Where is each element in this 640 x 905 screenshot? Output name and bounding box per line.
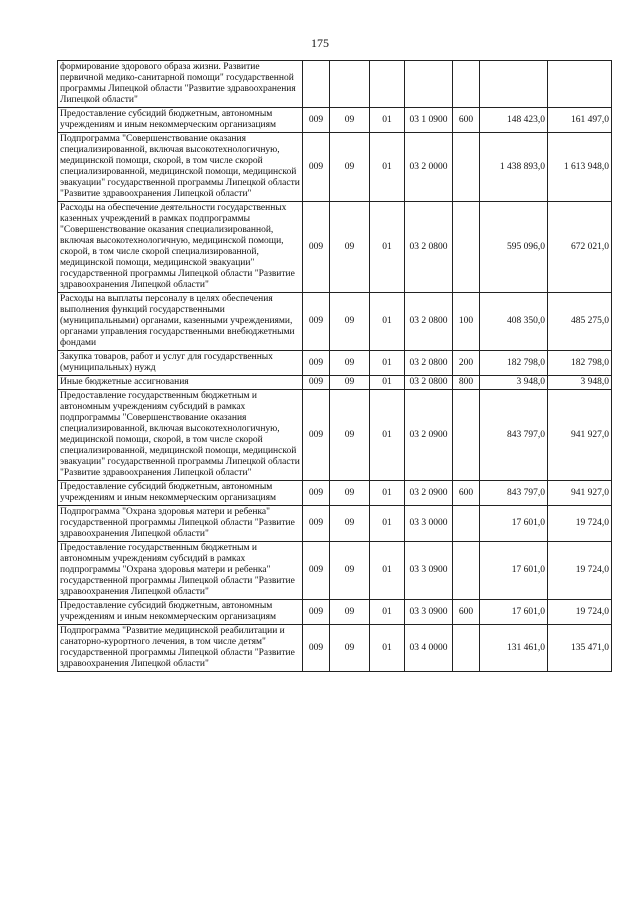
- row-name: Предоставление субсидий бюджетным, автономным учреждениям и иным некоммерческим организациям: [58, 481, 303, 506]
- section-code: 09: [330, 133, 370, 202]
- amount-second-year: 485 275,0: [548, 293, 612, 351]
- ministry-code: 009: [303, 600, 330, 625]
- expense-type-code: 600: [453, 481, 480, 506]
- subsection-code: 01: [370, 600, 405, 625]
- table-row: [58, 390, 612, 481]
- amount-second-year: 1 613 948,0: [548, 133, 612, 202]
- amount-first-year: 182 798,0: [480, 351, 548, 376]
- section-code: 09: [330, 376, 370, 390]
- subsection-code: [370, 61, 405, 108]
- amount-first-year: 17 601,0: [480, 542, 548, 600]
- row-name: Предоставление субсидий бюджетным, автономным учреждениям и иным некоммерческим организациям: [58, 600, 303, 625]
- table-row: [58, 376, 612, 390]
- amount-first-year: 3 948,0: [480, 376, 548, 390]
- amount-second-year: [548, 61, 612, 108]
- table-row: [58, 481, 612, 506]
- amount-first-year: [480, 61, 548, 108]
- target-article-code: 03 2 0800: [405, 376, 453, 390]
- subsection-code: 01: [370, 293, 405, 351]
- row-name: Подпрограмма "Развитие медицинской реабилитации и санаторно-курортного лечения, в том числе детям" государственной программы Липецкой области "Развитие здравоохранения Липецкой области": [58, 625, 303, 672]
- amount-first-year: 843 797,0: [480, 481, 548, 506]
- ministry-code: 009: [303, 293, 330, 351]
- target-article-code: [405, 61, 453, 108]
- amount-second-year: 161 497,0: [548, 108, 612, 133]
- amount-second-year: 19 724,0: [548, 542, 612, 600]
- amount-first-year: 595 096,0: [480, 202, 548, 293]
- subsection-code: 01: [370, 481, 405, 506]
- ministry-code: 009: [303, 202, 330, 293]
- target-article-code: 03 3 0900: [405, 542, 453, 600]
- section-code: 09: [330, 600, 370, 625]
- row-name: Закупка товаров, работ и услуг для государственных (муниципальных) нужд: [58, 351, 303, 376]
- ministry-code: 009: [303, 506, 330, 542]
- amount-first-year: 408 350,0: [480, 293, 548, 351]
- row-name: Предоставление субсидий бюджетным, автономным учреждениям и иным некоммерческим организациям: [58, 108, 303, 133]
- row-name: Подпрограмма "Охрана здоровья матери и ребенка" государственной программы Липецкой области "Развитие здравоохранения Липецкой области": [58, 506, 303, 542]
- expense-type-code: [453, 61, 480, 108]
- section-code: [330, 61, 370, 108]
- row-name: Расходы на выплаты персоналу в целях обеспечения выполнения функций государственными (муниципальными) органами, казенными учреждениями, органами управления государственными внебюджетными фондами: [58, 293, 303, 351]
- target-article-code: 03 2 0800: [405, 351, 453, 376]
- amount-first-year: 1 438 893,0: [480, 133, 548, 202]
- expense-type-code: 600: [453, 600, 480, 625]
- table-row: [58, 625, 612, 672]
- table-row: [58, 542, 612, 600]
- table-row: [58, 293, 612, 351]
- row-name: Предоставление государственным бюджетным и автономным учреждениям субсидий в рамках подпрограммы "Охрана здоровья матери и ребенка" государственной программы Липецкой области "Развитие здравоохранения Липецкой области": [58, 542, 303, 600]
- amount-first-year: 17 601,0: [480, 600, 548, 625]
- section-code: 09: [330, 202, 370, 293]
- table-row: [58, 108, 612, 133]
- subsection-code: 01: [370, 506, 405, 542]
- subsection-code: 01: [370, 202, 405, 293]
- amount-second-year: 941 927,0: [548, 390, 612, 481]
- table-row: [58, 506, 612, 542]
- target-article-code: 03 2 0800: [405, 293, 453, 351]
- amount-second-year: 135 471,0: [548, 625, 612, 672]
- amount-first-year: 17 601,0: [480, 506, 548, 542]
- ministry-code: 009: [303, 625, 330, 672]
- table-row: [58, 133, 612, 202]
- ministry-code: 009: [303, 481, 330, 506]
- page-number: 175: [311, 36, 329, 50]
- ministry-code: 009: [303, 376, 330, 390]
- expense-type-code: 200: [453, 351, 480, 376]
- section-code: 09: [330, 506, 370, 542]
- ministry-code: 009: [303, 108, 330, 133]
- section-code: 09: [330, 351, 370, 376]
- expense-type-code: [453, 390, 480, 481]
- table-row: [58, 600, 612, 625]
- target-article-code: 03 2 0900: [405, 481, 453, 506]
- section-code: 09: [330, 390, 370, 481]
- subsection-code: 01: [370, 133, 405, 202]
- expense-type-code: 800: [453, 376, 480, 390]
- section-code: 09: [330, 293, 370, 351]
- amount-second-year: 941 927,0: [548, 481, 612, 506]
- table-row: [58, 351, 612, 376]
- row-name: Иные бюджетные ассигнования: [58, 376, 303, 390]
- target-article-code: 03 2 0800: [405, 202, 453, 293]
- expense-type-code: [453, 202, 480, 293]
- ministry-code: 009: [303, 390, 330, 481]
- section-code: 09: [330, 542, 370, 600]
- subsection-code: 01: [370, 108, 405, 133]
- subsection-code: 01: [370, 542, 405, 600]
- row-name: Предоставление государственным бюджетным и автономным учреждениям субсидий в рамках подпрограммы "Совершенствование оказания специализированной, включая высокотехнологичную, медицинской помощи, скорой, в том числе скорой специализированной, медицинской помощи, медицинской эвакуации" государственной программы Липецкой области "Развитие здравоохранения Липецкой области": [58, 390, 303, 481]
- amount-first-year: 148 423,0: [480, 108, 548, 133]
- table-row: [58, 202, 612, 293]
- target-article-code: 03 2 0900: [405, 390, 453, 481]
- section-code: 09: [330, 625, 370, 672]
- ministry-code: 009: [303, 133, 330, 202]
- section-code: 09: [330, 108, 370, 133]
- amount-first-year: 843 797,0: [480, 390, 548, 481]
- target-article-code: 03 4 0000: [405, 625, 453, 672]
- row-name: Подпрограмма "Совершенствование оказания специализированной, включая высокотехнологичную, медицинской помощи, скорой, в том числе скорой специализированной, медицинской помощи, медицинской эвакуации" государственной программы Липецкой области "Развитие здравоохранения Липецкой области": [58, 133, 303, 202]
- amount-second-year: 182 798,0: [548, 351, 612, 376]
- row-name: формирование здорового образа жизни. Развитие первичной медико-санитарной помощи" государственной программы Липецкой области "Развитие здравоохранения Липецкой области": [58, 61, 303, 108]
- target-article-code: 03 1 0900: [405, 108, 453, 133]
- budget-table: [57, 60, 612, 672]
- table-row: [58, 61, 612, 108]
- expense-type-code: [453, 625, 480, 672]
- amount-first-year: 131 461,0: [480, 625, 548, 672]
- subsection-code: 01: [370, 376, 405, 390]
- amount-second-year: 3 948,0: [548, 376, 612, 390]
- amount-second-year: 19 724,0: [548, 506, 612, 542]
- target-article-code: 03 3 0000: [405, 506, 453, 542]
- section-code: 09: [330, 481, 370, 506]
- ministry-code: [303, 61, 330, 108]
- subsection-code: 01: [370, 351, 405, 376]
- expense-type-code: [453, 506, 480, 542]
- subsection-code: 01: [370, 390, 405, 481]
- expense-type-code: 600: [453, 108, 480, 133]
- amount-second-year: 19 724,0: [548, 600, 612, 625]
- ministry-code: 009: [303, 542, 330, 600]
- ministry-code: 009: [303, 351, 330, 376]
- row-name: Расходы на обеспечение деятельности государственных казенных учреждений в рамках подпрограммы "Совершенствование оказания специализированной, включая высокотехнологичную, медицинской помощи, скорой, в том числе скорой специализированной, медицинской помощи, медицинской эвакуации" государственной программы Липецкой области "Развитие здравоохранения Липецкой области": [58, 202, 303, 293]
- expense-type-code: [453, 542, 480, 600]
- expense-type-code: [453, 133, 480, 202]
- expense-type-code: 100: [453, 293, 480, 351]
- target-article-code: 03 2 0000: [405, 133, 453, 202]
- amount-second-year: 672 021,0: [548, 202, 612, 293]
- target-article-code: 03 3 0900: [405, 600, 453, 625]
- subsection-code: 01: [370, 625, 405, 672]
